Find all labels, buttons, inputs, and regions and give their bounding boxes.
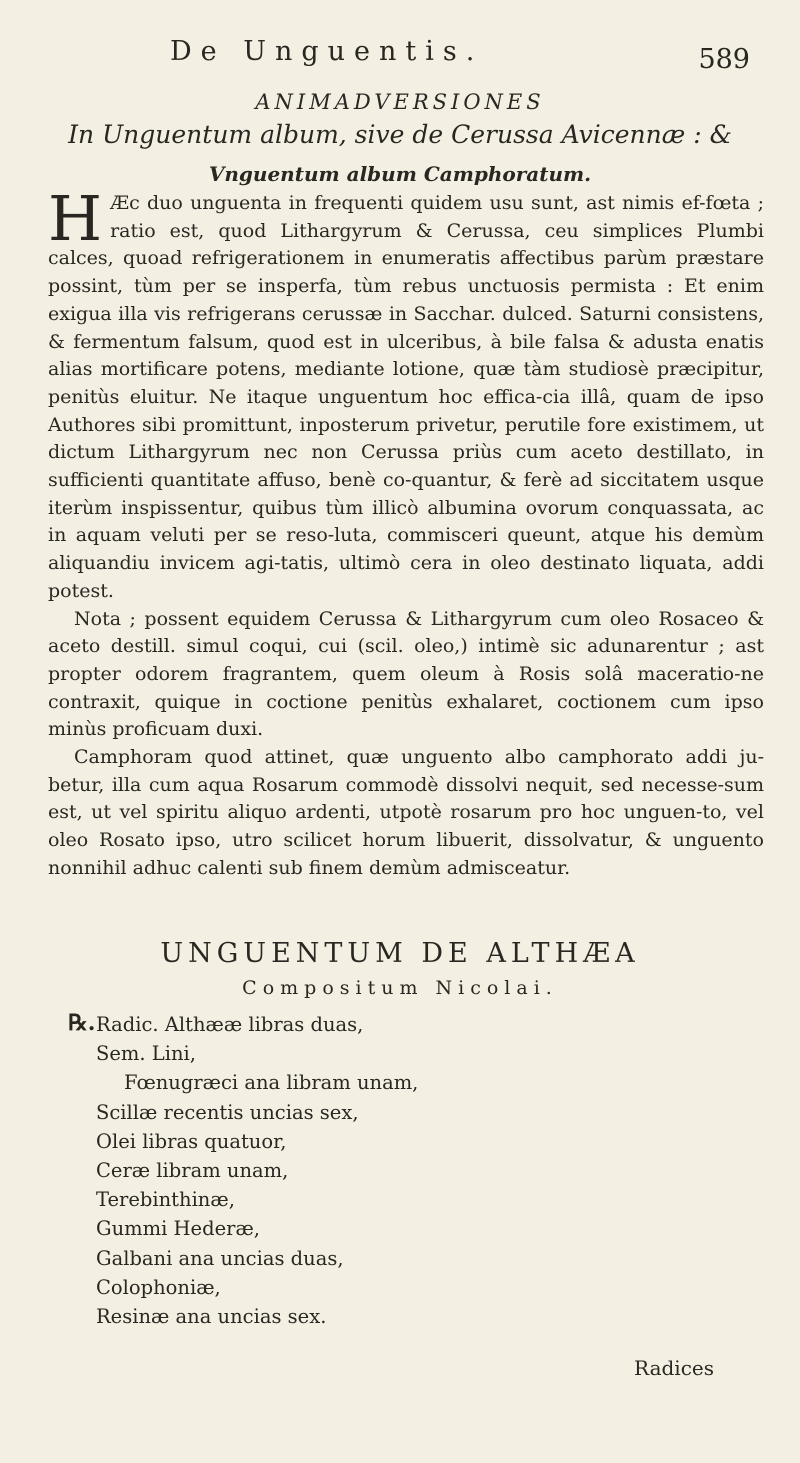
recipe-subheading: Compositum Nicolai. xyxy=(242,977,558,999)
ingredient: Olei libras quatuor, xyxy=(96,1129,287,1153)
body-text xyxy=(48,182,764,883)
running-head: De Unguentis. xyxy=(170,36,484,67)
ingredient: Gummi Hederæ, xyxy=(96,1217,260,1241)
ingredient: Ceræ libram unam, xyxy=(96,1159,289,1183)
page-number: 589 xyxy=(698,44,750,75)
section-subtitle: In Unguentum album, sive de Cerussa Avicennæ : & xyxy=(68,120,732,149)
ingredient: Sem. Lini, xyxy=(96,1042,196,1066)
recipe-symbol: ℞. xyxy=(68,1010,96,1036)
section-subtitle-2: Vnguentum album Camphoratum. xyxy=(208,162,592,186)
paragraph-1-text: Æc duo unguenta in frequenti quidem usu sunt, ast nimis ef-fœta ; ratio est, quod Lithargyrum & Cerussa, ceu simplices Plumbi calces, quoad refrigerationem in enumeratis affectibus parùm præstare possint, tùm per se insperfa, tùm rebus unctuosis permista : Et enim exigua illa vis refrigerans cerussæ in Sacchar. dulced. Saturni consistens, & fermentum falsum, quod est in ulceribus, à bile falsa & adusta enatis alias mortificare potens, mediante lotione, quæ tàm studiosè præcipitur, penitùs eluitur. Ne itaque unguentum hoc effica-cia illâ, quam de ipso Authores sibi promittunt, inposterum privetur, perutile fore existimem, ut dictum Lithargyrum nec non Cerussa priùs cum aceto destillato, in sufficienti quantitate affuso, benè co-quantur, & ferè ad siccitatem usque iterùm inspissentur, quibus tùm illicò albumina ovorum conquassata, ac in aquam veluti per se reso-luta, commisceri queunt, atque his demùm aliquandiu invicem agi-tatis, ultimò cera in oleo destinato liquata, addi potest. xyxy=(48,192,764,602)
page-header xyxy=(170,36,750,86)
drop-cap: H xyxy=(48,182,103,255)
paragraph-2: Nota ; possent equidem Cerussa & Lithargyrum cum oleo Rosaceo & aceto destill. simul coqui, cui (scil. oleo,) intimè sic adunarentur ; ast propter odorem fragrantem, quem oleum à Rosis solâ maceratio-ne contraxit, quique in coctione penitùs exhalaret, coctionem cum ipso minùs proficuam duxi. xyxy=(48,607,764,741)
ingredient-list xyxy=(96,1010,656,1331)
recipe-heading: UNGUENTUM DE ALTHÆA xyxy=(160,938,640,969)
ingredient: Colophoniæ, xyxy=(96,1275,221,1299)
ingredient: Galbani ana uncias duas, xyxy=(96,1246,344,1270)
ingredient: Radic. Althææ libras duas, xyxy=(96,1013,364,1036)
catchword: Radices xyxy=(634,1356,714,1380)
ingredient: Scillæ recentis uncias sex, xyxy=(96,1100,359,1124)
section-title: ANIMADVERSIONES xyxy=(255,90,545,114)
paragraph-3: Camphoram quod attinet, quæ unguento albo camphorato addi ju-betur, illa cum aqua Rosarum commodè dissolvi nequit, sed necesse-sum est, ut vel spiritu aliquo ardenti, utpotè rosarum pro hoc unguen-to, vel oleo Rosato ipso, utro scilicet horum libuerit, dissolvatur, & unguento nonnihil adhuc calenti sub finem demùm admisceatur. xyxy=(48,746,764,879)
ingredient: Terebinthinæ, xyxy=(96,1188,235,1212)
ingredient: Resinæ ana uncias sex. xyxy=(96,1305,327,1329)
ingredient: Fœnugræci ana libram unam, xyxy=(124,1071,419,1095)
paragraph-1 xyxy=(48,182,764,606)
